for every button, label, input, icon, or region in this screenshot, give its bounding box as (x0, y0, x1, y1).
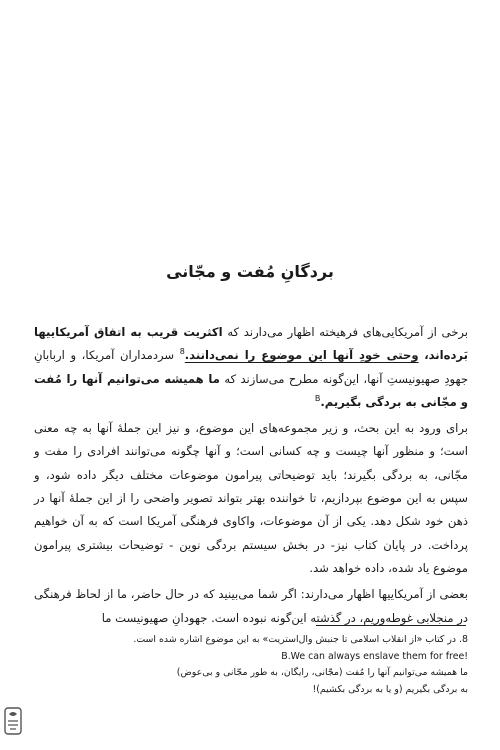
body-text (34, 321, 468, 630)
footnote-8: 8. در کتاب «از انقلاب اسلامی تا جنبش وال‌استریت» به این موضوع اشاره شده است. (133, 634, 468, 645)
paragraph-2: برای ورود به این بحث، و زیر مجموعه‌های این موضوع، و نیز این جملهٔ آنها به چه معنی است؛ و منظور آنها چیست و چه کسانی است؛ و آنها چگونه می‌توانند افرادی را مفت و مجّانی، به بردگی بگیرند؛ باید توضیحاتی پیرامون موضوعات مختلف دیگر داده شود، و سپس به این موضوع بپردازیم، تا خواننده بهتر بتواند تصویر واضحی را از این جملهٔ آنها در ذهن خود شکل دهد. یکی از آن موضوعات، واکاوی فرهنگی آمریکا است که به آن خواهیم پرداخت. در پایان کتاب نیز- در بخش سیستم بردگی نوین - توضیحات بیشتری پیرامون موضوع یاد شده، داده خواهد شد. (34, 421, 468, 575)
footnote-b-persian: ما همیشه می‌توانیم آنها را مُفت (مجّانی، رایگان، به طور مجّانی و بی‌عوض) (176, 667, 468, 678)
footnote-ref-b: B (314, 394, 321, 404)
paragraph-1-underlined: وحتی خودِ آنها این موضوع را نمی‌دانند. (184, 348, 419, 363)
footnote-b-english: B.We can always enslave them for free! (281, 650, 468, 662)
chapter-title: بردگانِ مُفت و مجّانی (166, 262, 334, 281)
paragraph-1-text-b: سردمداران آمریکا، و اربابانِ جهودِ صهیونیستِ آنها، این‌گونه مطرح می‌سازند که (34, 348, 469, 386)
paragraph-1-text-a: برخی از آمریکایی‌های فرهیخته اظهار می‌دارند که (222, 325, 469, 339)
publisher-emblem-icon (2, 706, 24, 736)
paragraph-1 (34, 321, 468, 414)
footnote-b (34, 649, 468, 666)
footnote-divider (316, 625, 466, 626)
footnote-b-persian-2: به بردگی بگیریم (و یا به بردگی بکشیم)! (312, 683, 468, 695)
paragraph-1-bold-b: ما همیشه می‌توانیم آنها را مُفت و مجّانی به بردگی بگیریم. (34, 371, 468, 409)
paragraph-1-bold-a: اکثریت قریب به اتفاق آمریکاییها بَرده‌اند، (34, 325, 468, 363)
footnote-ref-8: 8 (179, 347, 185, 357)
footnotes (34, 632, 468, 698)
paragraph-3: بعضی از آمریکاییها اظهار می‌دارند: اگر شما می‌بینید که در حال حاضر، ما از لحاظ فرهنگی در منجلابی غوطه‌وریم، در گذشته این‌گونه نبوده است. جهودانِ صهیونیست ما (34, 587, 468, 625)
